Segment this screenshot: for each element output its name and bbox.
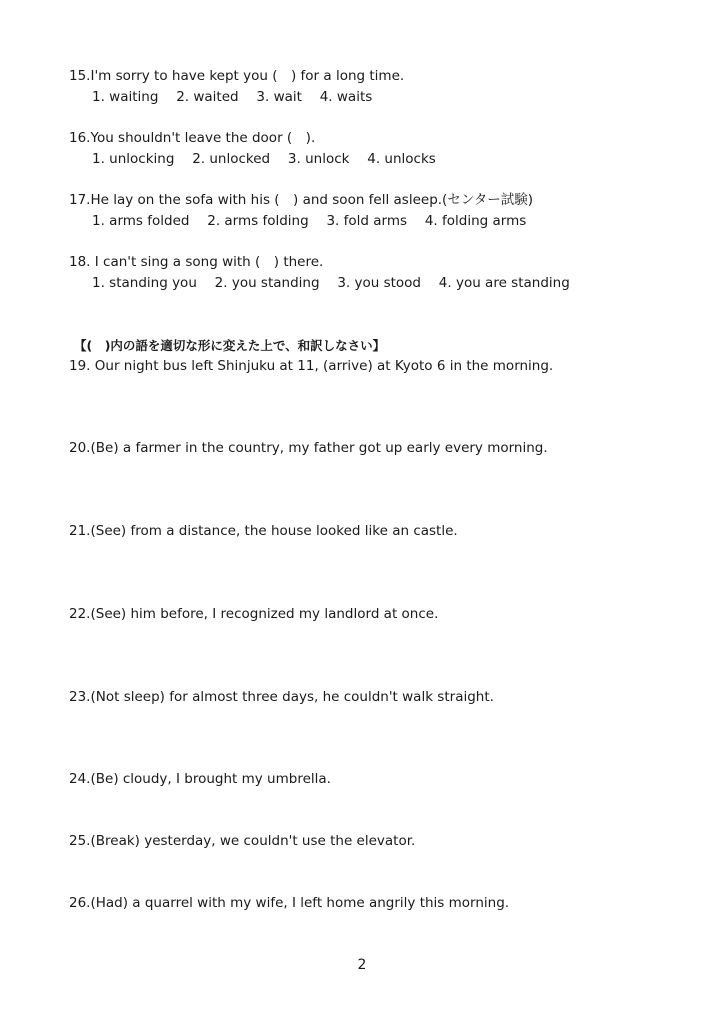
question-18-stem: 18. I can't sing a song with ( ) there.	[69, 254, 324, 270]
question-20: 20.(Be) a farmer in the country, my father got up early every morning.	[69, 440, 548, 456]
page-number: 2	[357, 957, 367, 973]
question-25: 25.(Break) yesterday, we couldn't use the elevator.	[69, 833, 416, 849]
question-18-options: 1. standing you 2. you standing 3. you stood 4. you are standing	[92, 275, 570, 291]
section-heading: 【( )内の語を適切な形に変えた上で、和訳しなさい】	[74, 338, 386, 353]
question-22: 22.(See) him before, I recognized my landlord at once.	[69, 606, 439, 622]
question-16-options: 1. unlocking 2. unlocked 3. unlock 4. unlocks	[92, 151, 436, 167]
question-21: 21.(See) from a distance, the house looked like an castle.	[69, 523, 458, 539]
question-17-stem: 17.He lay on the sofa with his ( ) and soon fell asleep.(センター試験)	[69, 192, 534, 208]
question-19: 19. Our night bus left Shinjuku at 11, (arrive) at Kyoto 6 in the morning.	[69, 358, 554, 374]
question-15-stem: 15.I'm sorry to have kept you ( ) for a long time.	[69, 68, 405, 84]
question-23: 23.(Not sleep) for almost three days, he couldn't walk straight.	[69, 689, 494, 705]
question-17-options: 1. arms folded 2. arms folding 3. fold arms 4. folding arms	[92, 213, 527, 229]
question-24: 24.(Be) cloudy, I brought my umbrella.	[69, 771, 331, 787]
question-15-options: 1. waiting 2. waited 3. wait 4. waits	[92, 89, 373, 105]
question-26: 26.(Had) a quarrel with my wife, I left home angrily this morning.	[69, 895, 510, 911]
question-16-stem: 16.You shouldn't leave the door ( ).	[69, 130, 316, 146]
